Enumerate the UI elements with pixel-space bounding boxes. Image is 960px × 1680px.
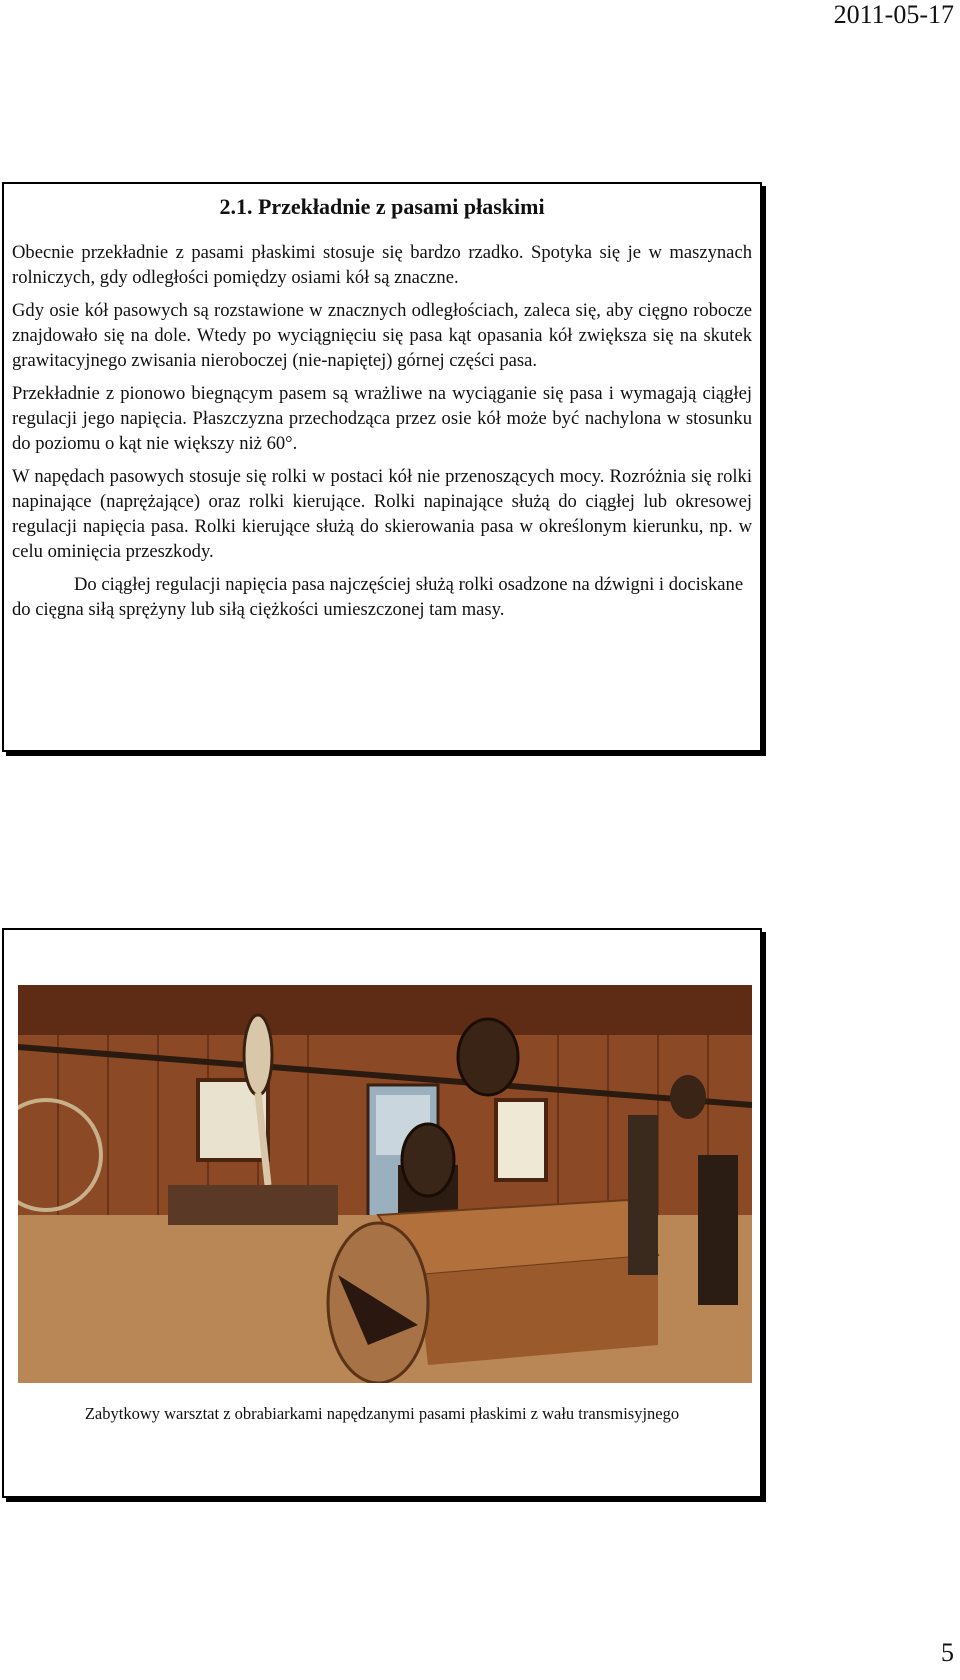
- slide-text: [2, 182, 762, 752]
- page-number: 5: [941, 1638, 954, 1667]
- paragraph-5: Do ciągłej regulacji napięcia pasa najczęściej służą rolki osadzone na dźwigni i dociskane do cięgna siłą sprężyny lub siłą ciężkości umieszczonej tam masy.: [12, 574, 744, 620]
- photo-caption: Zabytkowy warsztat z obrabiarkami napędzanymi pasami płaskimi z wału transmisyjnego: [84, 1404, 680, 1423]
- paragraph-4: W napędach pasowych stosuje się rolki w postaci kół nie przenoszących mocy. Rozróżnia się rolki napinające (naprężające) oraz rolki kierujące. Rolki napinające służą do ciągłej lub okresowej regulacji napięcia pasa. Rolki kierujące służą do skierowania pasa w określonym kierunku, np. w celu ominięcia przeszkody.: [12, 466, 752, 562]
- paragraph-1: Obecnie przekładnie z pasami płaskimi stosuje się bardzo rzadko. Spotyka się je w maszynach rolniczych, gdy odległości pomiędzy osiami kół są znaczne.: [12, 242, 752, 288]
- paragraph-2: Gdy osie kół pasowych są rozstawione w znacznych odległościach, zaleca się, aby cięgno robocze znajdowało się na dole. Wtedy po wyciągnięciu się pasa kąt opasania kół zwiększa się na skutek grawitacyjnego zwisania nieroboczej (nie-napiętej) górnej części pasa.: [12, 300, 752, 371]
- slide-photo: [2, 928, 762, 1498]
- workshop-photo: [18, 985, 752, 1383]
- slide-title: 2.1. Przekładnie z pasami płaskimi: [219, 194, 545, 219]
- header-date: 2011-05-17: [833, 0, 954, 29]
- paragraph-3: Przekładnie z pionowo biegnącym pasem są wrażliwe na wyciąganie się pasa i wymagają ciągłej regulacji jego napięcia. Płaszczyzna przechodząca przez osie kół może być nachylona w stosunku do poziomu o kąt nie większy niż 60°.: [12, 383, 752, 454]
